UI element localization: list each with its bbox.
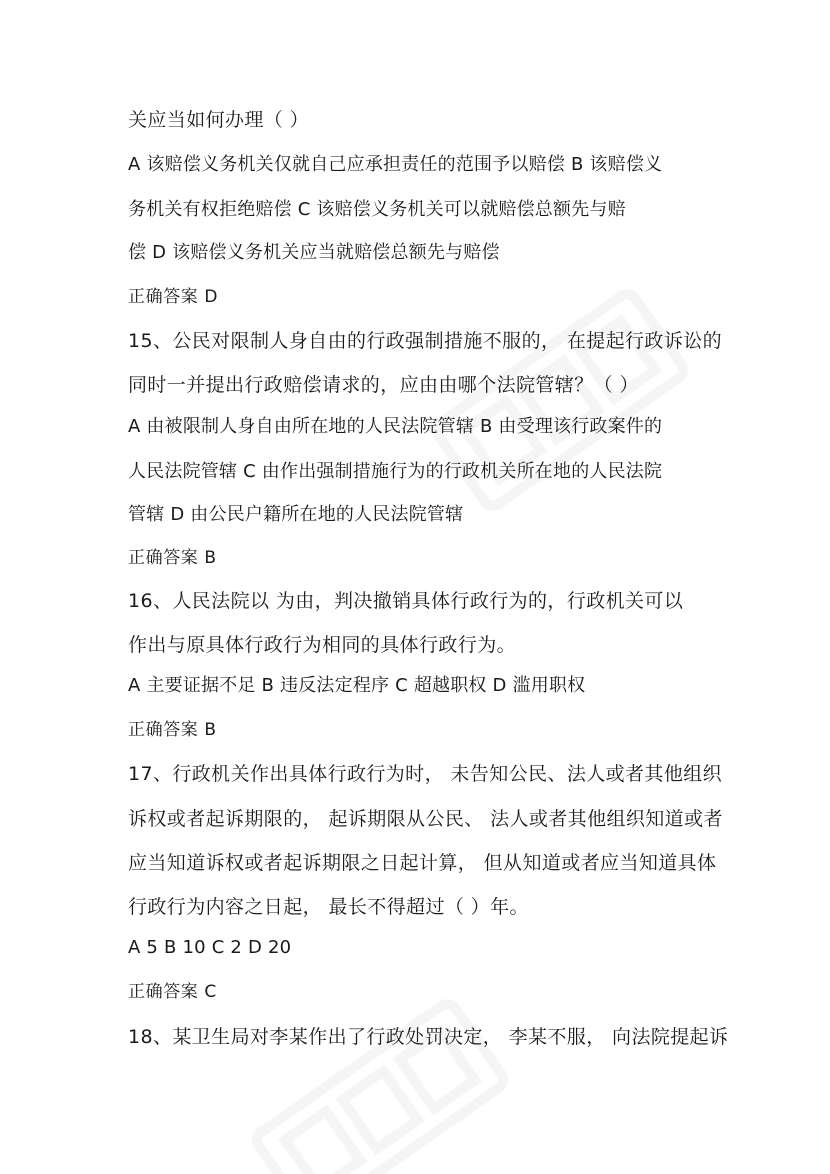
text-line: 务机关有权拒绝赔偿 C 该赔偿义务机关可以就赔偿总额先与赔 xyxy=(128,199,626,220)
text-line: 应当知道诉权或者起诉期限之日起计算， 但从知道或者应当知道具体 xyxy=(128,852,717,874)
text-line: 人民法院管辖 C 由作出强制措施行为的行政机关所在地的人民法院 xyxy=(128,461,663,482)
answer-line: 正确答案 B xyxy=(128,548,217,568)
text-line: 关应当如何办理（ ） xyxy=(128,109,310,131)
text-line: A 5 B 10 C 2 D 20 xyxy=(128,937,292,958)
answer-line: 正确答案 D xyxy=(128,287,219,307)
text-line: A 该赔偿义务机关仅就自己应承担责任的范围予以赔偿 B 该赔偿义 xyxy=(128,154,663,175)
text-line: 同时一并提出行政赔偿请求的，应由由哪个法院管辖？（ ） xyxy=(128,374,639,396)
text-line: 管辖 D 由公民户籍所在地的人民法院管辖 xyxy=(128,504,464,525)
question-line: 15、公民对限制人身自由的行政强制措施不服的， 在提起行政诉讼的 xyxy=(128,330,723,352)
question-line: 18、某卫生局对李某作出了行政处罚决定， 李某不服， 向法院提起诉 xyxy=(128,1026,729,1048)
text-line: A 由被限制人身自由所在地的人民法院管辖 B 由受理该行政案件的 xyxy=(128,416,663,437)
question-line: 17、行政机关作出具体行政行为时， 未告知公民、法人或者其他组织 xyxy=(128,763,723,785)
answer-line: 正确答案 B xyxy=(128,720,217,740)
question-line: 16、人民法院以 为由，判决撤销具体行政行为的，行政机关可以 xyxy=(128,590,684,612)
text-line: A 主要证据不足 B 违反法定程序 C 超越职权 D 滥用职权 xyxy=(128,675,586,696)
text-line: 作出与原具体行政行为相同的具体行政行为。 xyxy=(128,634,517,656)
text-line: 行政行为内容之日起， 最长不得超过（ ）年。 xyxy=(128,896,529,918)
text-line: 偿 D 该赔偿义务机关应当就赔偿总额先与赔偿 xyxy=(128,242,500,263)
answer-line: 正确答案 C xyxy=(128,982,217,1002)
text-line: 诉权或者起诉期限的， 起诉期限从公民、 法人或者其他组织知道或者 xyxy=(128,808,723,830)
